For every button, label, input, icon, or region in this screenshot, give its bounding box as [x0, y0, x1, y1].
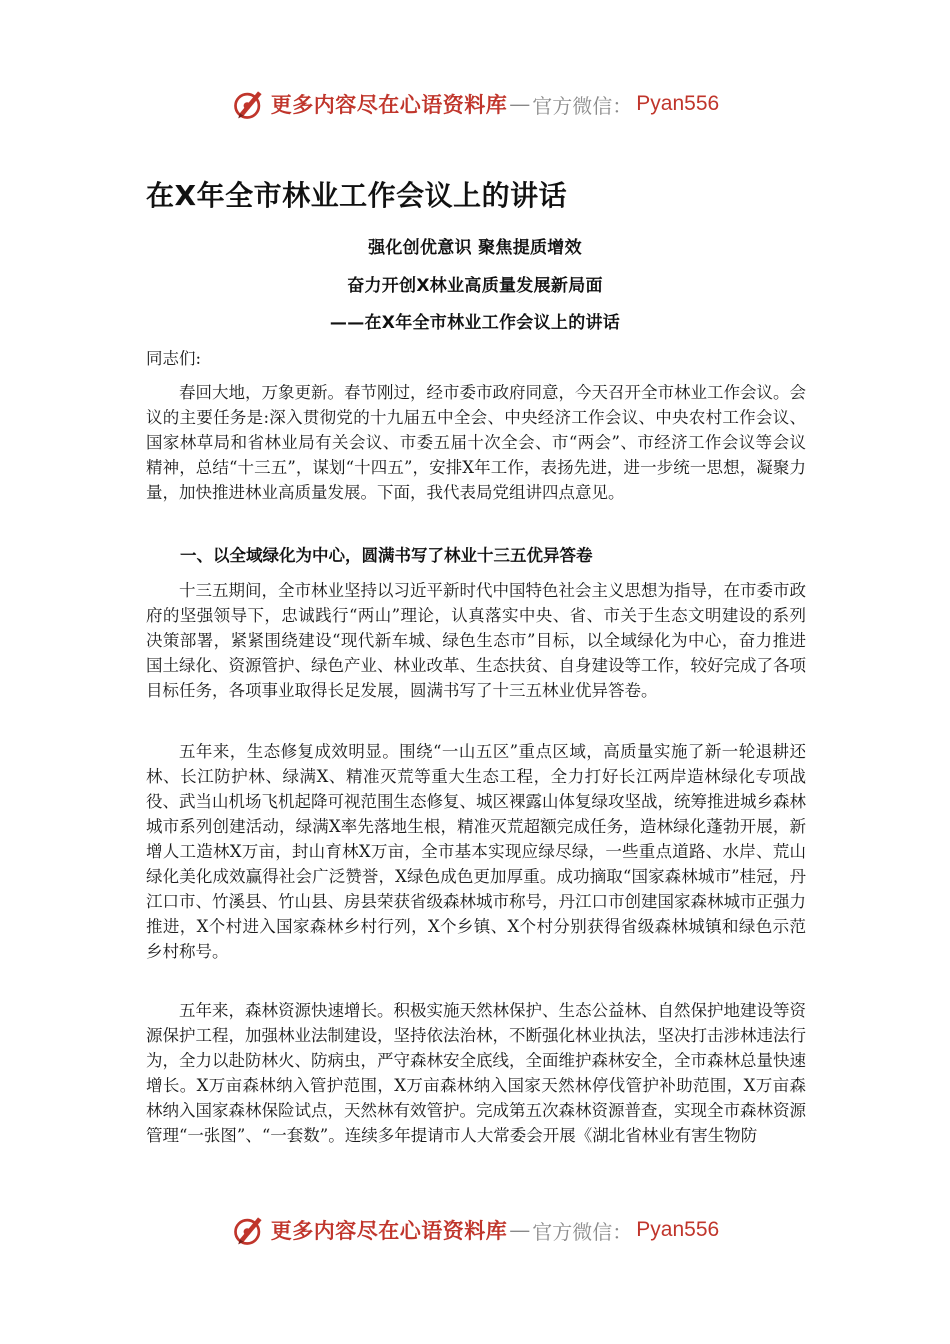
banner-separator: — — [509, 92, 531, 116]
banner-wechat-id: Pyan556 — [636, 1218, 720, 1241]
greeting: 同志们: — [146, 349, 202, 368]
document-title: 在X年全市林业工作会议上的讲话 — [146, 179, 568, 212]
subtitle-3: ——在X年全市林业工作会议上的讲话 — [329, 313, 621, 333]
subtitle-1: 强化创优意识 聚焦提质增效 — [368, 238, 582, 258]
paragraph-2: 十三五期间，全市林业坚持以习近平新时代中国特色社会主义思想为指导，在市委市政府的坚强领导下，忠诚践行“两山”理论，认真落实中央、省、市关于生态文明建设的系列决策部署，紧紧围绕建设“现代新车城、绿色生态市”目标，以全域绿化为中心，奋力推进国土绿化、资源管护、绿色产业、林业改革、生态扶贫、自身建设等工作，较好完成了各项目标任务，各项事业取得长足发展，圆满书写了十三五林业优异答卷。 — [146, 581, 806, 700]
footer-banner — [0, 1210, 950, 1250]
paragraph-3: 五年来，生态修复成效明显。围绕“一山五区”重点区域，高质量实施了新一轮退耕还林、长江防护林、绿满X、精准灭荒等重大生态工程，全力打好长江两岸造林绿化专项战役、武当山机场飞机起降可视范围生态修复、城区裸露山体复绿攻坚战，统筹推进城乡森林城市系列创建活动，绿满X率先落地生根，精准灭荒超额完成任务，造林绿化蓬勃开展，新增人工造林X万亩，封山育林X万亩，全市基本实现应绿尽绿，一些重点道路、水岸、荒山绿化美化成效赢得社会广泛赞誉，X绿色成色更加厚重。成功摘取“国家森林城市”桂冠，丹江口市、竹溪县、竹山县、房县荣获省级森林城市称号，丹江口市创建国家森林城市正强力推进，X个村进入国家森林乡村行列，X个乡镇、X个村分别获得省级森林城镇和绿色示范乡村称号。 — [146, 742, 806, 961]
banner-text: 更多内容尽在心语资料库 — [270, 1218, 508, 1243]
section-1-heading: 一、以全域绿化为中心，圆满书写了林业十三五优异答卷 — [180, 546, 593, 565]
pen-logo-icon — [231, 86, 267, 122]
banner-text: 更多内容尽在心语资料库 — [270, 92, 508, 117]
banner-separator: — — [509, 1218, 531, 1242]
paragraph-1: 春回大地，万象更新。春节刚过，经市委市政府同意，今天召开全市林业工作会议。会议的主要任务是:深入贯彻党的十九届五中全会、中央经济工作会议、中央农村工作会议、国家林草局和省林业局有关会议、市委五届十次全会、市“两会”、市经济工作会议等会议精神，总结“十三五”，谋划“十四五”，安排X年工作，表扬先进，进一步统一思想，凝聚力量，加快推进林业高质量发展。下面，我代表局党组讲四点意见。 — [146, 383, 806, 502]
pen-logo-icon — [231, 1212, 267, 1248]
banner-wechat-id: Pyan556 — [636, 92, 720, 115]
banner-wechat-label: 官方微信： — [532, 1219, 633, 1244]
paragraph-4: 五年来，森林资源快速增长。积极实施天然林保护、生态公益林、自然保护地建设等资源保护工程，加强林业法制建设，坚持依法治林，不断强化林业执法，坚决打击涉林违法行为，全力以赴防林火、防病虫，严守森林安全底线，全面维护森林安全，全市森林总量快速增长。X万亩森林纳入管护范围，X万亩森林纳入国家天然林停伐管护补助范围，X万亩森林纳入国家森林保险试点，天然林有效管护。完成第五次森林资源普查，实现全市森林资源管理“一张图”、“一套数”。连续多年提请市人大常委会开展《湖北省林业有害生物防 — [146, 1001, 806, 1145]
subtitle-2: 奋力开创X林业高质量发展新局面 — [347, 276, 603, 296]
header-banner — [0, 84, 950, 124]
banner-wechat-label: 官方微信： — [532, 93, 633, 118]
